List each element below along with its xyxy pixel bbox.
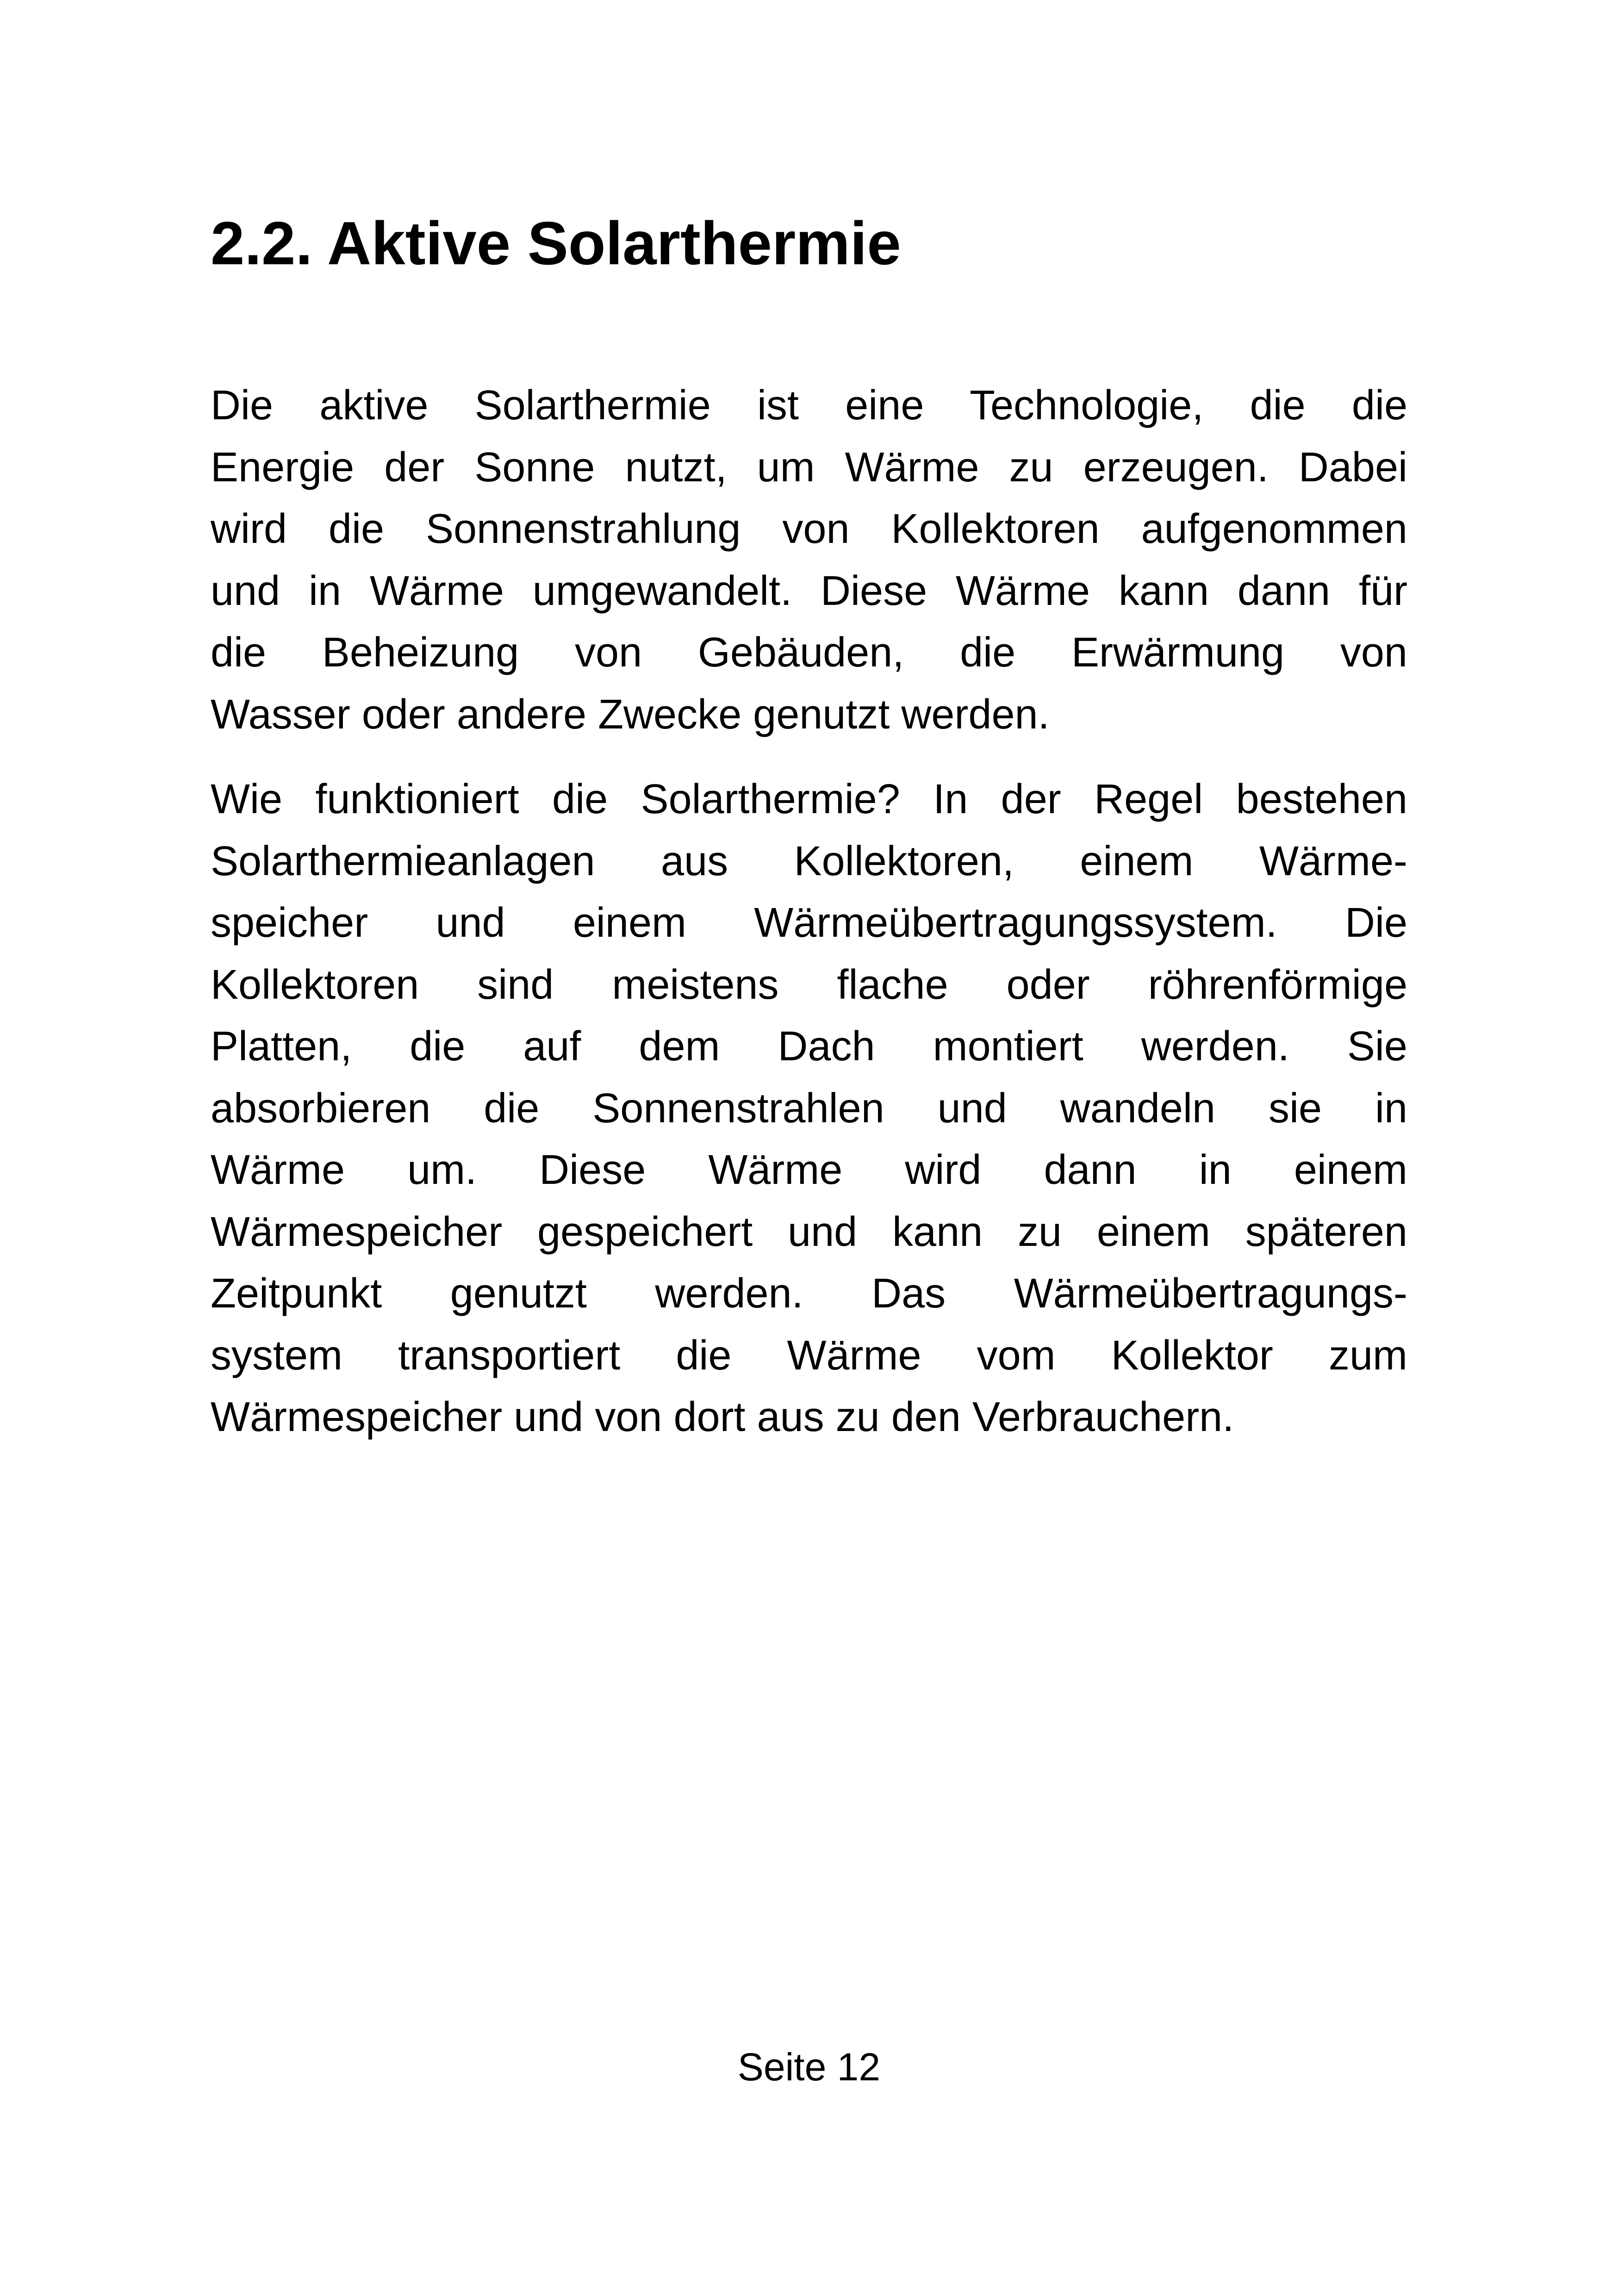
text-line: Wärmespeicher gespeichert und kann zu einem späteren	[211, 1208, 1407, 1255]
text-line: Platten, die auf dem Dach montiert werden. Sie	[211, 1023, 1407, 1070]
text-line: Energie der Sonne nutzt, um Wärme zu erzeugen. Dabei	[211, 444, 1407, 491]
text-line: Wie funktioniert die Solarthermie? In der Regel bestehen	[211, 776, 1407, 822]
page-number-footer: Seite 12	[737, 2045, 881, 2089]
section-heading: 2.2. Aktive Solarthermie	[211, 209, 901, 277]
paragraph-function	[211, 769, 1407, 1449]
text-line: und in Wärme umgewandelt. Diese Wärme kann dann für	[211, 567, 1407, 614]
text-line: speicher und einem Wärmeübertragungssystem. Die	[211, 900, 1407, 946]
text-column	[211, 0, 1407, 1449]
text-line: Zeitpunkt genutzt werden. Das Wärmeübertragungs-	[211, 1270, 1407, 1317]
text-line: Kollektoren sind meistens flache oder röhrenförmige	[211, 961, 1407, 1008]
text-line: die Beheizung von Gebäuden, die Erwärmung von	[211, 629, 1407, 676]
text-line: Wärmespeicher und von dort aus zu den Verbrauchern.	[211, 1394, 1234, 1440]
text-line: Wasser oder andere Zwecke genutzt werden.	[211, 691, 1050, 738]
paragraph-intro	[211, 375, 1407, 746]
text-line: absorbieren die Sonnenstrahlen und wandeln sie in	[211, 1085, 1407, 1132]
text-line: Solarthermieanlagen aus Kollektoren, einem Wärme-	[211, 838, 1407, 884]
text-line: Wärme um. Diese Wärme wird dann in einem	[211, 1147, 1407, 1193]
text-line: wird die Sonnenstrahlung von Kollektoren aufgenommen	[211, 506, 1407, 552]
text-line: system transportiert die Wärme vom Kollektor zum	[211, 1332, 1407, 1379]
text-line: Die aktive Solarthermie ist eine Technologie, die die	[211, 382, 1407, 429]
